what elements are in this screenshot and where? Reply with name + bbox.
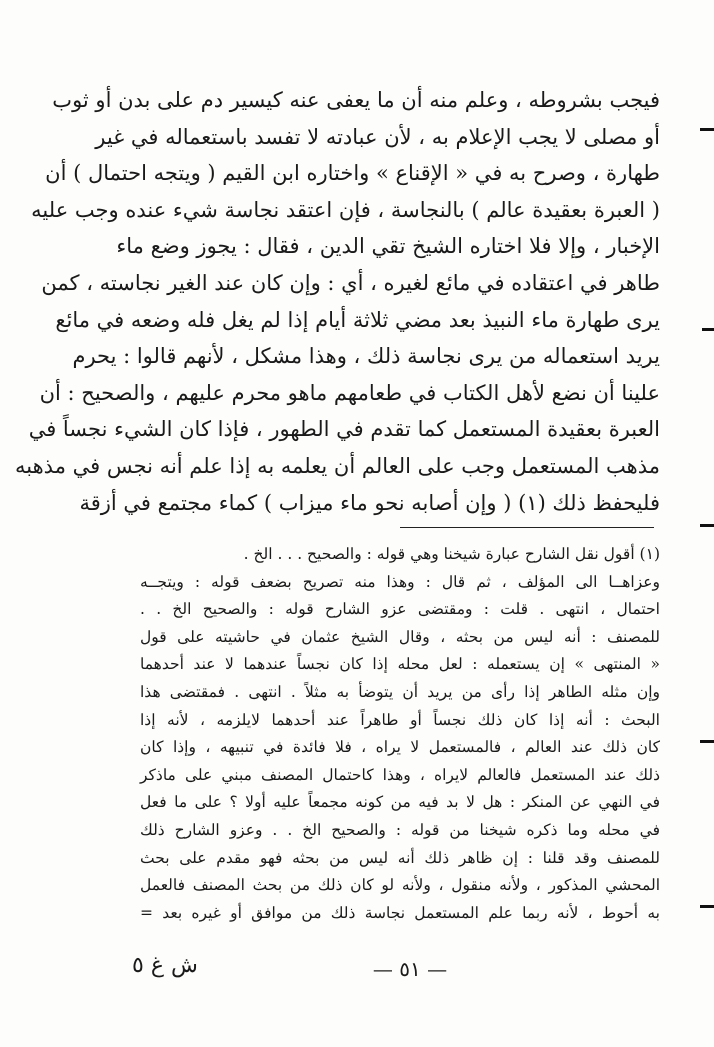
main-line: طاهر في اعتقاده في مائع لغيره ، أي : وإن كان عند الغير نجاسته ، كمن [41,270,660,295]
edge-mark [700,128,714,131]
footnote-line: وعزاهــا الى المؤلف ، ثم قال : وهذا منه تصريح بضعف قوله : ويتجــه [140,572,660,591]
footnotes [140,541,660,927]
footnote-line: ذلك عند المستعمل فالعالم لايراه ، وهذا كاحتمال المصنف مبني على ماذكر [140,765,660,784]
footnote-line: كان ذلك عند العالم ، فالمستعمل لا يراه ، فلا فائدة في تنبيهه ، وإذا كان [140,738,660,757]
main-line: العبرة بعقيدة المستعمل كما تقدم في الطهور ، فإذا كان الشيء نجساً في [28,417,660,442]
footnote-line: « المنتهى » إن يستعمله : لعل محله إذا كان نجساً عندهما لا عند أحدهما [140,655,660,674]
footnote-divider [400,527,654,528]
edge-mark [700,524,714,527]
page-number: — ٥١ — [372,957,448,981]
footnote-line: للمصنف وقد قلنا : إن ظاهر ذلك أنه ليس من بحثه فهو مقدم على بحث [140,848,660,867]
main-text [15,82,660,521]
footnote-line: البحث : أنه إذا كان ذلك نجساً أو طاهراً عند أحدهما لايلزمه ، لأنه إذا [140,710,660,729]
footnote-line: للمصنف : أنه ليس من بحثه ، وقال الشيخ عثمان في حاشيته على قول [140,627,660,646]
edge-mark [700,740,714,743]
footnote-line: (١) أقول نقل الشارح عبارة شيخنا وهي قوله : والصحيح . . . الخ . [243,545,660,563]
footnote-line: المحشي المذكور ، ولأنه منقول ، ولأنه لو كان ذلك من بحث المصنف فالعمل [140,876,660,895]
footnote-line: احتمال ، انتهى . قلت : ومقتضى عزو الشارح قوله : والصحيح الخ . . [140,600,660,619]
main-line: الإخبار ، وإلا فلا اختاره الشيخ تقي الدين ، فقال : يجوز وضع ماء [116,234,660,259]
main-line: طهارة ، وصرح به في « الإقناع » واختاره ابن القيم ( ويتجه احتمال ) أن [45,161,660,186]
main-line: أو مصلى لا يجب الإعلام به ، لأن عبادته لا تفسد باستعماله في غير [95,124,660,149]
footnote-line: وإن مثله الطاهر إذا رأى من يريد أن يتوضأ به مثلاً . انتهى . فمقتضى هذا [140,682,660,701]
main-line: فليحفظ ذلك (١) ( وإن أصابه نحو ماء ميزاب ) كماء مجتمع في أزقة [79,490,660,515]
main-line: علينا أن نضع لأهل الكتاب في طعامهم ماهو محرم عليهم ، والصحيح : أن [39,380,660,405]
signature-mark: ش غ ٥ [132,953,198,978]
main-line: يرى طهارة ماء النبيذ بعد مضي ثلاثة أيام إذا لم يغل فله وضعه في مائع [55,307,660,332]
footnote-line: في محله وما ذكره شيخنا من قوله : والصحيح الخ . . وعزو الشارح ذلك [140,820,660,839]
edge-mark [702,328,714,331]
main-line: فيجب بشروطه ، وعلم منه أن ما يعفى عنه كيسير دم على بدن أو ثوب [52,88,660,112]
footnote-line: في النهي عن المنكر : هل لا بد فيه من كونه مجمعاً عليه أولا ؟ على ما فعل [140,793,660,812]
main-line: ( العبرة بعقيدة عالم ) بالنجاسة ، فإن اعتقد نجاسة شيء عنده وجب عليه [31,197,660,222]
footnote-line: به أحوط ، لأنه ربما علم المستعمل نجاسة ذلك من موافق أو غيره بعد = [140,903,660,922]
main-line: يريد استعماله من يرى نجاسة ذلك ، وهذا مشكل ، لأنهم قالوا : يحرم [72,344,660,369]
main-line: مذهب المستعمل وجب على العالم أن يعلمه به إذا علم أنه نجس في مذهبه [15,453,660,478]
edge-mark [700,905,714,908]
